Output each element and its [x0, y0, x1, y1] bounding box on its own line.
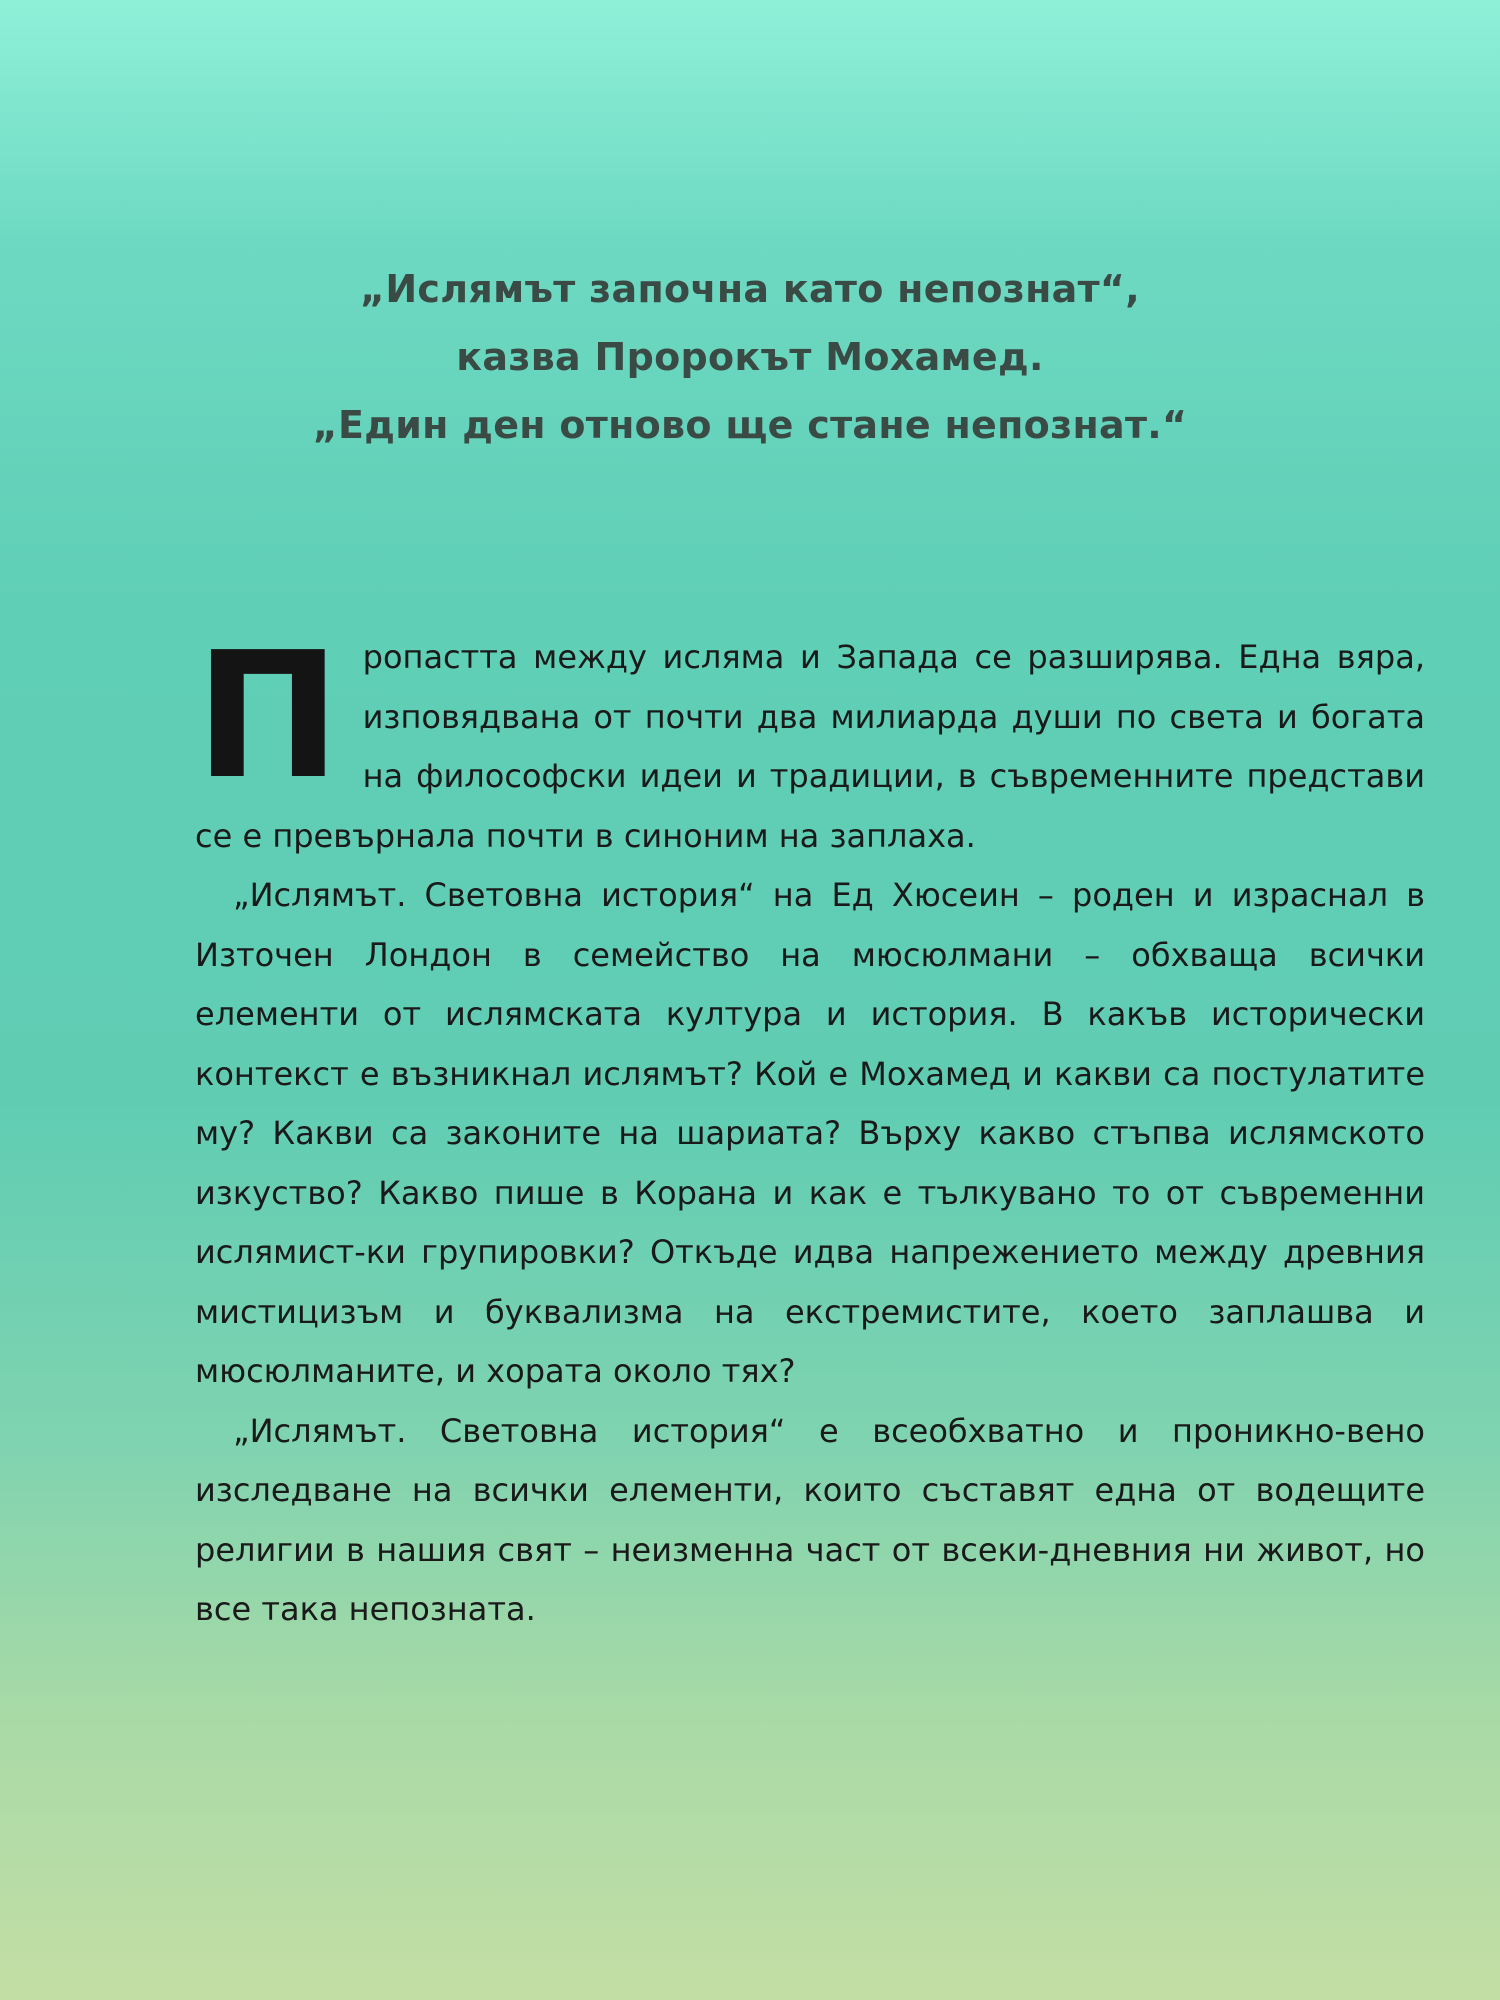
blurb-text	[195, 615, 1425, 1640]
paragraph-1-text: ропастта между исляма и Запада се разширява. Една вяра, изповядвана от почти два милиарда души по света и богата на философски идеи и традиции, в съвременните представи се е превърнала почти в синоним на заплаха.	[195, 638, 1425, 855]
paragraph-3: „Ислямът. Световна история“ е всеобхватно и проникно-вено изследване на всички елементи, които съставят една от водещите религии в нашия свят – неизменна част от всеки-дневния ни живот, но все така непозната.	[195, 1411, 1425, 1628]
quote-line-3: „Един ден отново ще стане непознат.“	[312, 403, 1188, 447]
quote-line-1: „Ислямът започна като непознат“,	[360, 267, 1140, 311]
quote-line-2: казва Пророкът Мохамед.	[456, 335, 1044, 379]
epigraph-quote	[0, 255, 1500, 459]
paragraph-1	[195, 615, 1425, 866]
paragraph-2: „Ислямът. Световна история“ на Ед Хюсеин – роден и израснал в Източен Лондон в семейство на мюсюлмани – обхваща всички елементи от ислямската култура и история. В какъв исторически контекст е възникнал ислямът? Кой е Мохамед и какви са постулатите му? Какви са законите на шариата? Върху какво стъпва ислямското изкуство? Какво пише в Корана и как е тълкувано то от съвременни ислямист-ки групировки? Откъде идва напрежението между древния мистицизъм и буквализма на екстремистите, което заплашва и мюсюлманите, и хората около тях?	[195, 876, 1425, 1390]
drop-cap-letter: П	[195, 615, 341, 818]
